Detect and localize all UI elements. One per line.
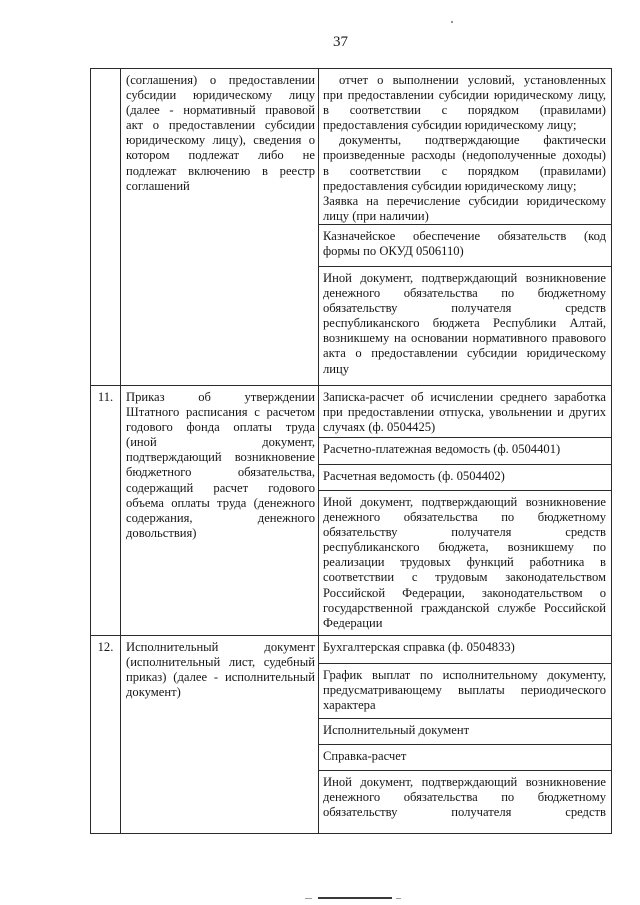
supporting-text-line: документы, подтверждающие фактически <box>339 133 606 148</box>
supporting-text-line: Записка-расчет об исчислении среднего заработка <box>323 390 606 404</box>
supporting-text-line: реализации трудовых функций работника в <box>323 555 606 570</box>
supporting-text-line: при предоставлении субсидии юридическому лицу, <box>323 88 606 103</box>
supporting-text-line: республиканского бюджета, возникшему по <box>323 540 606 555</box>
supporting-text-line: Иной документ, подтверждающий возникновение <box>323 495 606 509</box>
supporting-text-line: республиканского бюджета Республики Алтай, <box>323 316 606 331</box>
settlement-statement <box>319 465 611 491</box>
supporting-text-line: характера <box>323 698 376 713</box>
document-text-line: (далее - нормативный правовой <box>126 103 315 118</box>
payroll-statement <box>319 438 611 465</box>
supporting-text-line: в соответствии с порядком (правилами) <box>323 163 606 178</box>
other-obligation-document <box>319 491 611 635</box>
calculation-certificate <box>319 745 611 771</box>
supporting-text-line: отчет о выполнении условий, установленных <box>339 73 606 87</box>
document-cell <box>121 636 319 833</box>
supporting-text-line: денежного обязательства по бюджетному <box>323 510 606 525</box>
document-text-line: Штатного расписания с расчетом <box>126 405 315 420</box>
supporting-text-line: денежного обязательства по бюджетному <box>323 286 606 301</box>
supporting-text-line: Расчетно-платежная ведомость (ф. 0504401) <box>323 442 561 456</box>
supporting-documents-cell <box>319 69 611 385</box>
supporting-text-line: при предоставлении отпуска, увольнении и других <box>323 405 606 420</box>
document-text-line: содержащий расчет годового <box>126 480 315 495</box>
treasury-commitment-form <box>319 225 611 267</box>
document-text-line: содержания, денежного <box>126 510 315 525</box>
supporting-documents-cell <box>319 386 611 635</box>
document-cell <box>121 69 319 385</box>
supporting-text-line: предусматривающему выплаты периодического <box>323 683 606 698</box>
document-text-line: приказ) (далее - исполнительный <box>126 670 315 685</box>
supporting-text-line: акта о предоставлении субсидии юридическому <box>323 346 606 361</box>
document-text-line: (соглашения) о предоставлении <box>126 73 315 87</box>
page-number: 37 <box>333 34 348 50</box>
supporting-text-line: предоставления субсидии юридическому лицу; <box>323 118 577 133</box>
supporting-text-line: произведенные расходы (недополученные доходы) <box>323 148 606 163</box>
table-row <box>91 69 611 386</box>
supporting-text-line: График выплат по исполнительному документу, <box>323 668 606 682</box>
supporting-text-line: Исполнительный документ <box>323 723 470 737</box>
supporting-text-line: Иной документ, подтверждающий возникновение <box>323 271 606 285</box>
average-earnings-note <box>319 386 611 438</box>
supporting-text-line: Расчетная ведомость (ф. 0504402) <box>323 469 505 483</box>
supporting-text-line: Бухгалтерская справка (ф. 0504833) <box>323 640 515 654</box>
document-text-line: подтверждающий возникновение <box>126 450 315 465</box>
supporting-text-line: предоставления субсидии юридическому лицу; <box>323 178 577 193</box>
supporting-text-line: государственной гражданской службе Российской <box>323 600 606 615</box>
payment-schedule <box>319 664 611 719</box>
supporting-text-line: денежного обязательства по бюджетному <box>323 790 606 805</box>
supporting-text-line: Казначейское обеспечение обязательств (код <box>323 229 606 243</box>
supporting-text-line: случаях (ф. 0504425) <box>323 420 436 435</box>
document-text-line: котором подлежат либо не <box>126 148 315 163</box>
other-obligation-document <box>319 771 611 833</box>
document-text-line: (исполнительный лист, судебный <box>126 655 315 670</box>
supporting-text-line: Заявка на перечисление субсидии юридическому <box>323 193 606 208</box>
enforcement-document <box>319 719 611 745</box>
document-cell <box>121 386 319 635</box>
document-text-line: соглашений <box>126 178 190 193</box>
supporting-text-line: Иной документ, подтверждающий возникновение <box>323 775 606 789</box>
accounting-certificate <box>319 636 611 664</box>
supporting-text-line: возникшему на основании нормативного правового <box>323 331 606 346</box>
document-text-line: подлежат включению в реестр <box>126 163 315 178</box>
document-text-line: акт о предоставлении субсидии <box>126 118 315 133</box>
document-text-line: субсидии юридическому лицу <box>126 88 315 103</box>
supporting-text-line: Российской Федерации, законодательством о <box>323 585 606 600</box>
supporting-text-line: обязательству получателя средств <box>323 525 606 540</box>
scan-speck <box>451 21 453 23</box>
supporting-text-line: лицу (при наличии) <box>323 208 429 223</box>
supporting-text-line: Справка-расчет <box>323 749 407 763</box>
supporting-documents-cell <box>319 636 611 833</box>
row-number-cell: 12. <box>91 636 121 833</box>
document-text-line: бюджетного обязательства, <box>126 465 315 480</box>
supporting-text-line: обязательству получателя средств <box>323 301 606 316</box>
document-text-line: документ) <box>126 685 181 700</box>
table-row <box>91 636 611 834</box>
supporting-text-line: в соответствии с порядком (правилами) <box>323 103 606 118</box>
document-text-line: Исполнительный документ <box>126 640 315 654</box>
document-text-line: юридическому лицу), сведения о <box>126 133 315 148</box>
other-obligation-document <box>319 267 611 385</box>
row-number-cell: 11. <box>91 386 121 635</box>
supporting-text-line: Федерации <box>323 615 383 630</box>
scan-artifact-line <box>305 898 312 899</box>
document-text-line: Приказ об утверждении <box>126 390 315 404</box>
document-text-line: годового фонда оплаты труда <box>126 420 315 435</box>
document-text-line: довольствия) <box>126 525 197 540</box>
subsidy-report-documents <box>319 69 611 225</box>
table-row <box>91 386 611 636</box>
supporting-text-line: обязательству получателя средств <box>323 805 606 820</box>
documents-table <box>90 68 612 834</box>
scan-artifact-line <box>396 898 401 899</box>
document-text-line: (иной документ, <box>126 435 315 450</box>
supporting-text-line: лицу <box>323 361 350 376</box>
supporting-text-line: соответствии с трудовым законодательством <box>323 570 606 585</box>
scan-artifact-line <box>318 897 392 899</box>
supporting-text-line: формы по ОКУД 0506110) <box>323 244 464 259</box>
document-text-line: объема оплаты труда (денежного <box>126 495 315 510</box>
row-number-cell <box>91 69 121 385</box>
